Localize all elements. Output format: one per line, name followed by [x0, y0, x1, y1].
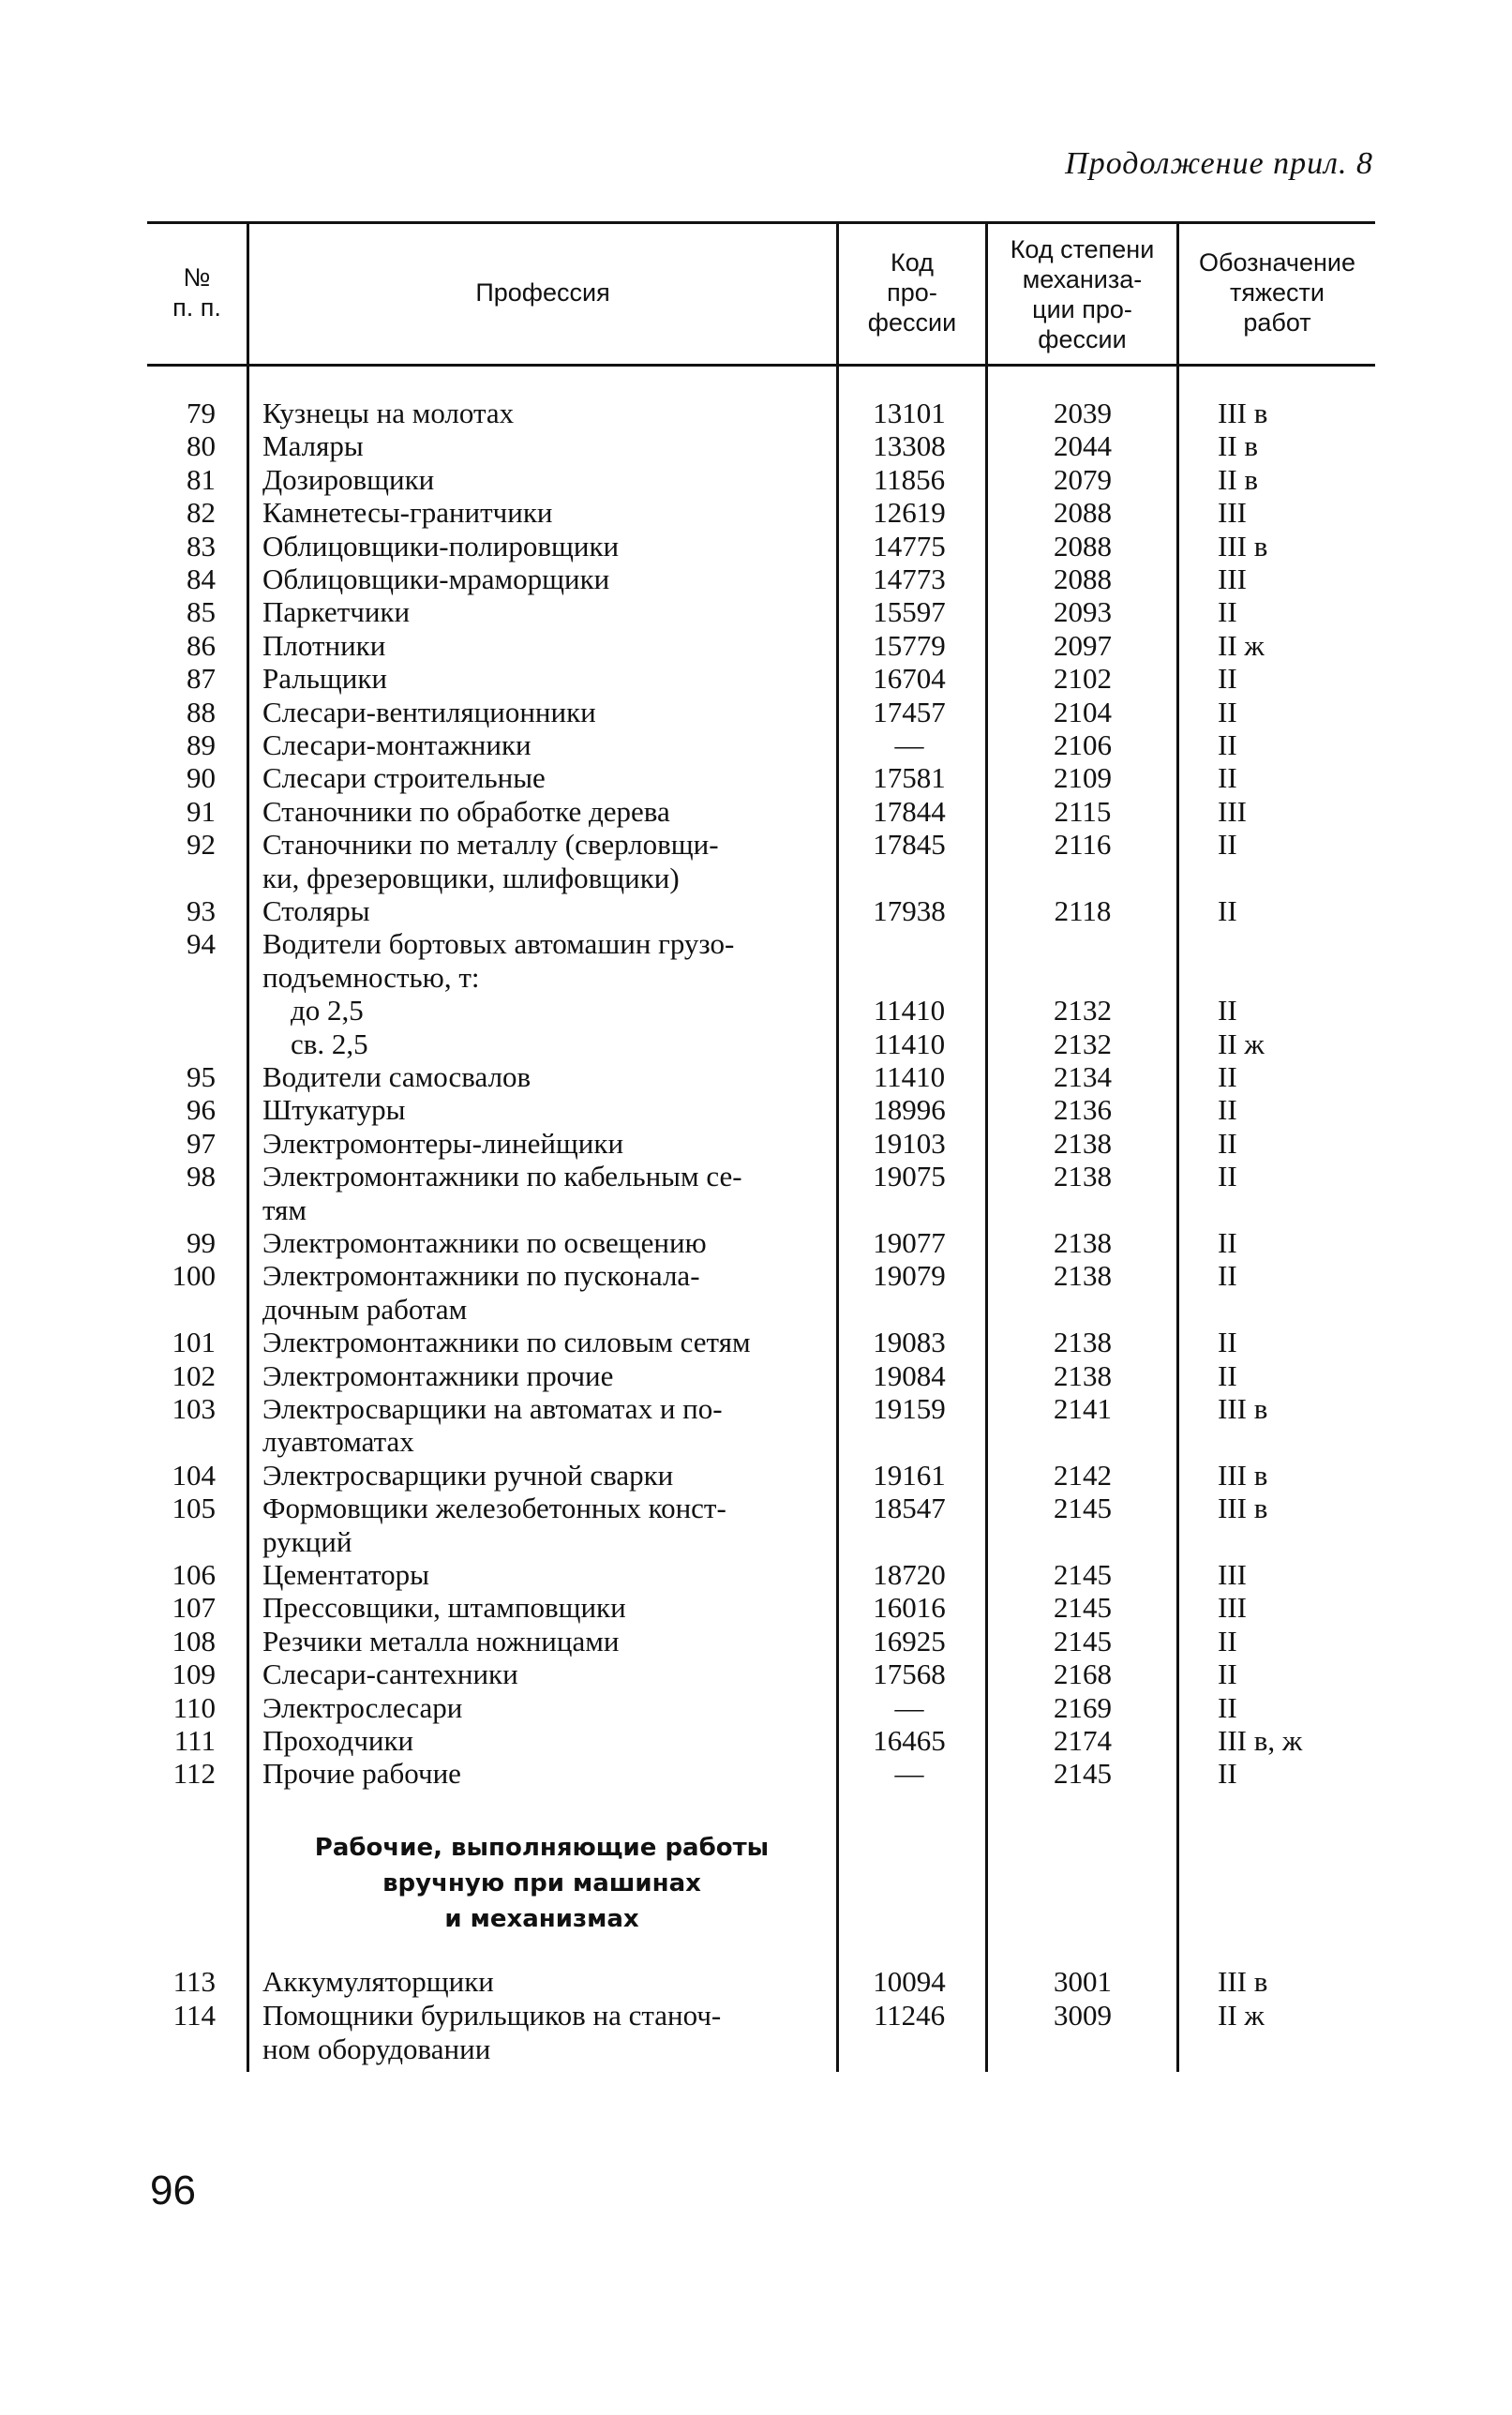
mechanization-code: 2106 [1054, 728, 1112, 761]
profession-code: 10094 [873, 1965, 946, 1998]
profession-name: Облицовщики-мраморщики [262, 562, 610, 595]
mechanization-code: 2145 [1054, 1558, 1112, 1591]
table-row [0, 629, 1512, 663]
severity-grade: II [1218, 728, 1237, 761]
mechanization-code: 2115 [1054, 794, 1112, 828]
profession-name: Слесари строительные [262, 761, 546, 795]
profession-name: Дозировщики [262, 462, 435, 496]
header-profession: Профессия [475, 278, 610, 307]
table-row [0, 828, 1512, 862]
table-row [0, 595, 1512, 629]
row-number: 102 [172, 1358, 216, 1392]
mechanization-code: 2138 [1054, 1226, 1112, 1259]
mechanization-code: 3009 [1054, 1999, 1112, 2032]
mechanization-code: 2088 [1054, 529, 1112, 562]
profession-code: 11246 [873, 1999, 946, 2032]
table-row [0, 530, 1512, 563]
severity-grade: III в [1218, 529, 1268, 562]
mechanization-code: 2116 [1054, 828, 1112, 862]
page-caption: Продолжение прил. 8 [1065, 146, 1373, 181]
profession-code: 17844 [873, 794, 946, 828]
mechanization-code: 2136 [1054, 1093, 1112, 1127]
profession-code: 18996 [873, 1093, 946, 1127]
table-top-rule [147, 221, 1375, 224]
mechanization-code: 2145 [1054, 1757, 1112, 1791]
row-number: 83 [187, 529, 216, 562]
severity-grade: II [1218, 1326, 1237, 1359]
table-row [0, 994, 1512, 1028]
severity-grade: II [1218, 1690, 1237, 1724]
severity-grade: III [1218, 562, 1247, 595]
profession-code: 17845 [873, 828, 946, 862]
header-code: Код про- фессии [867, 248, 957, 337]
profession-name: Кузнецы на молотах [262, 397, 515, 429]
table-row [0, 1293, 1512, 1327]
table-row [0, 1259, 1512, 1293]
severity-grade: II [1218, 1259, 1237, 1293]
row-number: 90 [187, 761, 216, 795]
section-title: Рабочие, выполняющие работы вручную при машинах и механизмах [314, 1834, 770, 1933]
severity-grade: II [1218, 1226, 1237, 1259]
row-number: 112 [172, 1757, 216, 1791]
severity-grade: II ж [1218, 1999, 1265, 2032]
table-row [0, 429, 1512, 463]
table-row [0, 1999, 1512, 2032]
profession-name: Электросварщики ручной сварки [262, 1458, 674, 1492]
row-number: 106 [172, 1558, 216, 1591]
profession-name: Облицовщики-полировщики [262, 529, 620, 562]
profession-name: рукций [262, 1524, 352, 1558]
profession-code: 19075 [873, 1160, 946, 1193]
mechanization-code: 2132 [1054, 994, 1112, 1028]
table-row [0, 1093, 1512, 1127]
profession-name: Водители бортовых автомашин грузо- [262, 927, 735, 961]
profession-name: Паркетчики [262, 595, 411, 629]
profession-code: 11410 [873, 1060, 946, 1093]
profession-code: 13308 [873, 429, 946, 463]
severity-grade: III [1218, 794, 1247, 828]
profession-code: — [894, 1757, 924, 1791]
profession-name: луавтоматах [262, 1425, 414, 1459]
profession-code: 18720 [873, 1558, 946, 1591]
header-severity: Обозначение тяжести работ [1199, 248, 1355, 337]
row-number: 86 [187, 628, 216, 662]
mechanization-code: 2169 [1054, 1690, 1112, 1724]
mechanization-code: 2174 [1054, 1724, 1112, 1757]
severity-grade: III в [1218, 1492, 1268, 1525]
mechanization-code: 2138 [1054, 1259, 1112, 1293]
profession-code: 19084 [873, 1358, 946, 1392]
table-row [0, 1160, 1512, 1193]
table-row [0, 1558, 1512, 1592]
row-number: 88 [187, 695, 216, 728]
severity-grade: II [1218, 695, 1237, 728]
profession-code: 12619 [873, 496, 946, 530]
table-row [0, 696, 1512, 729]
row-number: 110 [172, 1690, 216, 1724]
mechanization-code: 3001 [1054, 1965, 1112, 1998]
row-number: 108 [172, 1624, 216, 1658]
table-row [0, 1757, 1512, 1791]
row-number: 105 [172, 1492, 216, 1525]
table-row [0, 496, 1512, 530]
profession-code: 16925 [873, 1624, 946, 1658]
profession-name: Помощники бурильщиков на станоч- [262, 1999, 722, 2032]
profession-code: 15597 [873, 595, 946, 629]
mechanization-code: 2079 [1054, 462, 1112, 496]
profession-code: 14775 [873, 529, 946, 562]
profession-name: Водители самосвалов [262, 1060, 531, 1093]
row-number: 84 [187, 562, 216, 595]
mechanization-code: 2039 [1054, 397, 1112, 429]
severity-grade: III в [1218, 1965, 1268, 1998]
mechanization-code: 2088 [1054, 562, 1112, 595]
profession-code: 11856 [873, 462, 946, 496]
table-header-rule [147, 364, 1375, 367]
table-row [0, 1392, 1512, 1426]
table-row [0, 1359, 1512, 1393]
severity-grade: II [1218, 1757, 1237, 1791]
profession-name: Электрослесари [262, 1690, 463, 1724]
table-row [0, 1492, 1512, 1525]
table-row [0, 1193, 1512, 1227]
table-row [0, 1326, 1512, 1359]
severity-grade: III в [1218, 397, 1268, 429]
row-number: 87 [187, 662, 216, 696]
profession-code: 17938 [873, 894, 946, 927]
table-row [0, 397, 1512, 430]
severity-grade: II [1218, 1060, 1237, 1093]
profession-code: 17581 [873, 761, 946, 795]
row-number: 92 [187, 828, 216, 862]
profession-name: Прочие рабочие [262, 1757, 461, 1791]
profession-name: Штукатуры [262, 1093, 406, 1127]
header-mech: Код степени механиза- ции про- фессии [1010, 235, 1155, 353]
profession-name: Проходчики [262, 1724, 414, 1757]
profession-code: 14773 [873, 562, 946, 595]
profession-name: Электромонтажники по пусконала- [262, 1259, 700, 1293]
row-number: 89 [187, 728, 216, 761]
table-row [0, 1459, 1512, 1492]
row-number: 79 [187, 397, 216, 429]
mechanization-code: 2138 [1054, 1126, 1112, 1160]
profession-name: Маляры [262, 429, 364, 463]
profession-code: 11410 [873, 1027, 946, 1060]
profession-code: — [894, 1690, 924, 1724]
row-number: 91 [187, 794, 216, 828]
profession-code: 19159 [873, 1392, 946, 1425]
profession-name: Аккумуляторщики [262, 1965, 494, 1998]
row-number: 107 [172, 1591, 216, 1625]
profession-name: Станочники по обработке дерева [262, 794, 670, 828]
mechanization-code: 2097 [1054, 628, 1112, 662]
table-row [0, 1591, 1512, 1625]
profession-name: Формовщики железобетонных конст- [262, 1492, 726, 1525]
row-number: 111 [173, 1724, 216, 1757]
row-number: 113 [172, 1965, 216, 1998]
profession-name: ки, фрезеровщики, шлифовщики) [262, 861, 680, 894]
severity-grade: II [1218, 1658, 1237, 1691]
mechanization-code: 2141 [1054, 1392, 1112, 1425]
table-row [0, 662, 1512, 696]
table-row [0, 927, 1512, 961]
profession-name: Электромонтажники по кабельным се- [262, 1160, 742, 1193]
profession-code: 11410 [873, 994, 946, 1028]
severity-grade: III [1218, 1558, 1247, 1591]
profession-code: 16465 [873, 1724, 946, 1757]
row-number: 103 [172, 1392, 216, 1425]
severity-grade: II [1218, 1093, 1237, 1127]
table-row [0, 728, 1512, 762]
profession-name: подъемностью, т: [262, 960, 480, 994]
mechanization-code: 2104 [1054, 695, 1112, 728]
mechanization-code: 2168 [1054, 1658, 1112, 1691]
mechanization-code: 2145 [1054, 1624, 1112, 1658]
profession-name: Электромонтажники прочие [262, 1358, 614, 1392]
table-row [0, 1425, 1512, 1459]
severity-grade: II [1218, 1126, 1237, 1160]
row-number: 100 [172, 1259, 216, 1293]
profession-code: — [894, 728, 924, 761]
mechanization-code: 2138 [1054, 1358, 1112, 1392]
mechanization-code: 2102 [1054, 662, 1112, 696]
table-row [0, 1127, 1512, 1161]
severity-grade: II [1218, 1160, 1237, 1193]
table-row [0, 1028, 1512, 1061]
row-number: 114 [172, 1999, 216, 2032]
table-row [0, 894, 1512, 928]
mechanization-code: 2088 [1054, 496, 1112, 530]
severity-grade: II [1218, 662, 1237, 696]
severity-grade: II [1218, 828, 1237, 862]
mechanization-code: 2145 [1054, 1492, 1112, 1525]
table-row [0, 1625, 1512, 1658]
row-number: 101 [172, 1326, 216, 1359]
profession-name: Цементаторы [262, 1558, 429, 1591]
severity-grade: III в, ж [1218, 1724, 1303, 1757]
profession-name: Слесари-вентиляционники [262, 695, 596, 728]
profession-code: 19083 [873, 1326, 946, 1359]
row-number: 85 [187, 595, 216, 629]
profession-code: 19077 [873, 1226, 946, 1259]
row-number: 82 [187, 496, 216, 530]
mechanization-code: 2093 [1054, 595, 1112, 629]
row-number: 109 [172, 1658, 216, 1691]
mechanization-code: 2138 [1054, 1326, 1112, 1359]
profession-name: Камнетесы-гранитчики [262, 496, 553, 530]
table-row [0, 463, 1512, 497]
profession-name: Резчики металла ножницами [262, 1624, 620, 1658]
table-row [0, 1525, 1512, 1559]
severity-grade: II [1218, 1358, 1237, 1392]
row-number: 104 [172, 1458, 216, 1492]
severity-grade: II ж [1218, 1027, 1265, 1060]
severity-grade: II в [1218, 462, 1259, 496]
profession-code: 19079 [873, 1259, 946, 1293]
row-number: 99 [187, 1226, 216, 1259]
profession-name: тям [262, 1192, 307, 1226]
table-row [0, 761, 1512, 795]
profession-code: 15779 [873, 628, 946, 662]
mechanization-code: 2109 [1054, 761, 1112, 795]
severity-grade: III [1218, 1591, 1247, 1625]
profession-name: Плотники [262, 628, 386, 662]
table-row [0, 1724, 1512, 1758]
mechanization-code: 2142 [1054, 1458, 1112, 1492]
row-number: 93 [187, 894, 216, 927]
row-number: 95 [187, 1060, 216, 1093]
row-number: 98 [187, 1160, 216, 1193]
profession-name: ном оборудовании [262, 2032, 491, 2065]
profession-name: Станочники по металлу (сверловщи- [262, 828, 719, 862]
profession-name: Электросварщики на автоматах и по- [262, 1392, 723, 1425]
mechanization-code: 2132 [1054, 1027, 1112, 1060]
page-number: 96 [150, 2168, 196, 2213]
profession-code: 16016 [873, 1591, 946, 1625]
row-number: 96 [187, 1093, 216, 1127]
table-row [0, 2032, 1512, 2066]
table-row [0, 1965, 1512, 1999]
profession-name: Электромонтеры-линейщики [262, 1126, 624, 1160]
profession-name: Столяры [262, 894, 370, 927]
severity-grade: III в [1218, 1392, 1268, 1425]
profession-code: 17457 [873, 695, 946, 728]
row-number: 94 [187, 927, 216, 961]
profession-name: Электромонтажники по освещению [262, 1226, 707, 1259]
severity-grade: III в [1218, 1458, 1268, 1492]
header-num: № п. п. [172, 263, 221, 322]
profession-code: 13101 [873, 397, 946, 429]
table-row [0, 961, 1512, 995]
table-row [0, 562, 1512, 596]
severity-grade: II [1218, 894, 1237, 927]
row-number: 97 [187, 1126, 216, 1160]
severity-grade: II [1218, 761, 1237, 795]
profession-name: Слесари-монтажники [262, 728, 531, 761]
table-row [0, 862, 1512, 895]
profession-code: 17568 [873, 1658, 946, 1691]
severity-grade: II [1218, 1624, 1237, 1658]
severity-grade: III [1218, 496, 1247, 530]
severity-grade: II [1218, 994, 1237, 1028]
mechanization-code: 2145 [1054, 1591, 1112, 1625]
profession-name: св. 2,5 [291, 1027, 368, 1060]
table-row [0, 1691, 1512, 1725]
profession-code: 16704 [873, 662, 946, 696]
profession-code: 19103 [873, 1126, 946, 1160]
profession-code: 18547 [873, 1492, 946, 1525]
mechanization-code: 2138 [1054, 1160, 1112, 1193]
mechanization-code: 2134 [1054, 1060, 1112, 1093]
profession-name: дочным работам [262, 1292, 468, 1326]
table-row [0, 795, 1512, 829]
profession-name: Ральщики [262, 662, 387, 696]
profession-name: Прессовщики, штамповщики [262, 1591, 626, 1625]
severity-grade: II ж [1218, 628, 1265, 662]
profession-code: 19161 [873, 1458, 946, 1492]
row-number: 81 [187, 462, 216, 496]
row-number: 80 [187, 429, 216, 463]
table-row [0, 1658, 1512, 1691]
profession-name: Электромонтажники по силовым сетям [262, 1326, 751, 1359]
severity-grade: II в [1218, 429, 1259, 463]
table-row [0, 1060, 1512, 1094]
profession-name: до 2,5 [291, 994, 364, 1028]
table-row [0, 1226, 1512, 1260]
mechanization-code: 2044 [1054, 429, 1112, 463]
mechanization-code: 2118 [1054, 894, 1112, 927]
severity-grade: II [1218, 595, 1237, 629]
profession-name: Слесари-сантехники [262, 1658, 518, 1691]
